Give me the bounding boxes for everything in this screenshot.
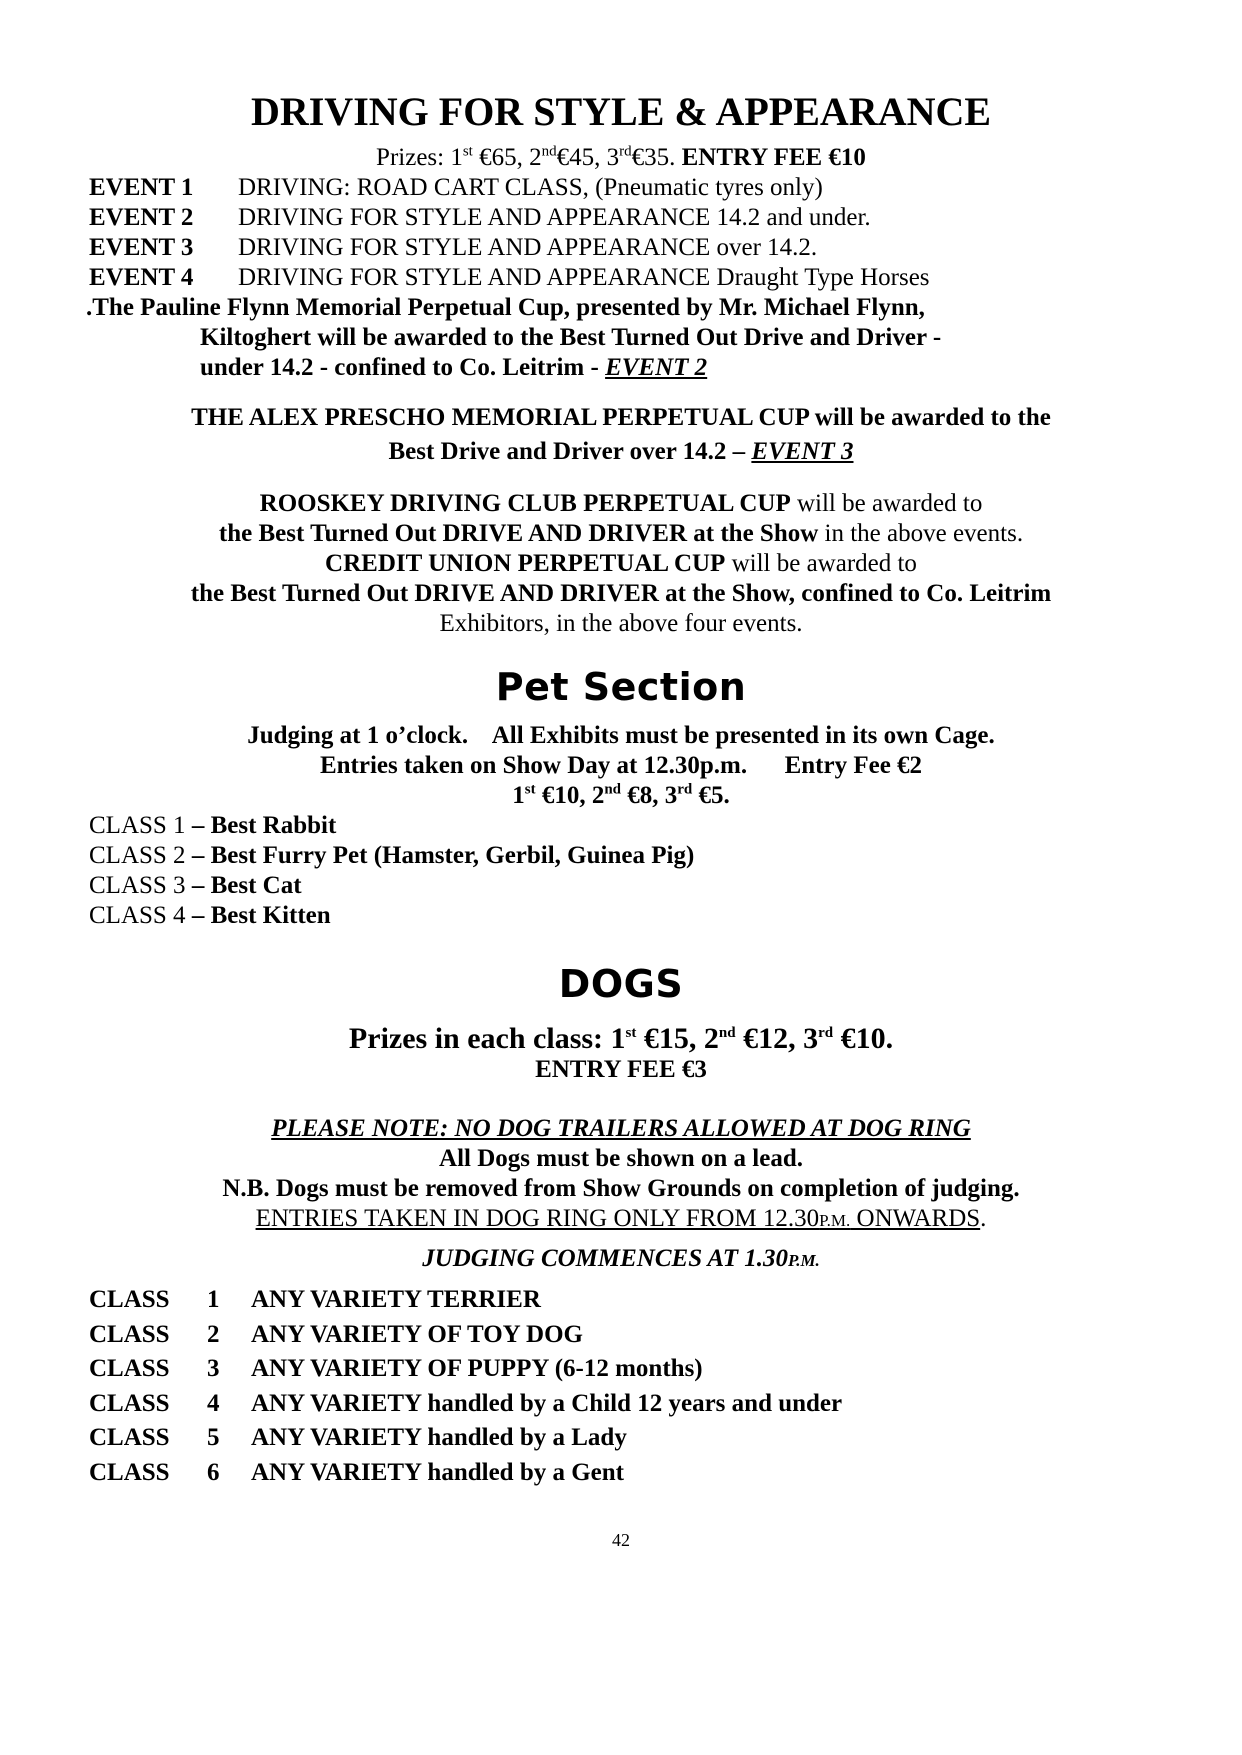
dogs-title: DOGS [558, 962, 684, 1006]
pauline-cup-line1: .The Pauline Flynn Memorial Perpetual Cup, presented by Mr. Michael Flynn, [86, 294, 925, 321]
event-row: EVENT 2 DRIVING FOR STYLE AND APPEARANCE 14.2 and under. [89, 204, 871, 231]
dogs-trailer-note: PLEASE NOTE: NO DOG TRAILERS ALLOWED AT DOG RING [271, 1115, 971, 1142]
rooskey-cup-line2: the Best Turned Out DRIVE AND DRIVER at the Show in the above events. [218, 520, 1024, 547]
dogs-removal-note: N.B. Dogs must be removed from Show Grounds on completion of judging. [222, 1175, 1020, 1202]
pet-class-row: CLASS 1 – Best Rabbit [89, 812, 337, 839]
credit-union-cup-line1: CREDIT UNION PERPETUAL CUP will be awarded to [325, 550, 917, 577]
event-row: EVENT 3 DRIVING FOR STYLE AND APPEARANCE over 14.2. [89, 234, 818, 261]
dogs-entries-note: ENTRIES TAKEN IN DOG RING ONLY FROM 12.30P.M. ONWARDS. [255, 1205, 987, 1232]
rooskey-cup-line1: ROOSKEY DRIVING CLUB PERPETUAL CUP will be awarded to [259, 490, 983, 517]
dogs-prizes: Prizes in each class: 1st €15, 2nd €12, 3rd €10. [348, 1022, 894, 1055]
dog-class-row: CLASS 3 ANY VARIETY OF PUPPY (6-12 months) [89, 1355, 703, 1382]
pet-judging-line: Judging at 1 o’clock. All Exhibits must be presented in its own Cage. [247, 722, 995, 749]
pet-class-row: CLASS 4 – Best Kitten [89, 902, 331, 929]
dog-class-row: CLASS 2 ANY VARIETY OF TOY DOG [89, 1321, 584, 1348]
event-row: EVENT 4 DRIVING FOR STYLE AND APPEARANCE Draught Type Horses [89, 264, 930, 291]
driving-entry-fee: ENTRY FEE €10 [681, 144, 866, 171]
dogs-judging-time: JUDGING COMMENCES AT 1.30P.M. [422, 1245, 820, 1272]
dog-class-row: CLASS 4 ANY VARIETY handled by a Child 12 years and under [89, 1390, 843, 1417]
pet-section-title: Pet Section [495, 665, 747, 709]
driving-title: DRIVING FOR STYLE & APPEARANCE [250, 89, 992, 134]
dog-class-row: CLASS 1 ANY VARIETY TERRIER [89, 1286, 541, 1313]
alex-cup-line1: THE ALEX PRESCHO MEMORIAL PERPETUAL CUP will be awarded to the [191, 404, 1051, 431]
event-2-ref: EVENT 2 [605, 354, 708, 381]
alex-cup-line2: Best Drive and Driver over 14.2 – EVENT 3 [388, 438, 854, 465]
pet-class-row: CLASS 2 – Best Furry Pet (Hamster, Gerbil, Guinea Pig) [89, 842, 695, 869]
pauline-cup-line2: Kiltoghert will be awarded to the Best Turned Out Drive and Driver - [200, 324, 942, 351]
pauline-cup-line3: under 14.2 - confined to Co. Leitrim - EVENT 2 [200, 354, 708, 381]
dogs-entry-fee: ENTRY FEE €3 [535, 1056, 707, 1083]
event-3-ref: EVENT 3 [751, 438, 854, 465]
event-row: EVENT 1 DRIVING: ROAD CART CLASS, (Pneumatic tyres only) [89, 174, 823, 201]
credit-union-cup-line2: the Best Turned Out DRIVE AND DRIVER at the Show, confined to Co. Leitrim [190, 580, 1052, 607]
driving-prizes: Prizes: 1st €65, 2nd€45, 3rd€35. ENTRY FEE €10 [376, 143, 866, 171]
dog-class-row: CLASS 6 ANY VARIETY handled by a Gent [89, 1459, 625, 1486]
pet-class-row: CLASS 3 – Best Cat [89, 872, 302, 899]
credit-union-cup-line3: Exhibitors, in the above four events. [439, 610, 803, 637]
pet-entries-line: Entries taken on Show Day at 12.30p.m. Entry Fee €2 [319, 752, 923, 779]
pet-prizes: 1st €10, 2nd €8, 3rd €5. [512, 781, 730, 809]
dogs-lead-note: All Dogs must be shown on a lead. [439, 1145, 803, 1172]
dog-class-row: CLASS 5 ANY VARIETY handled by a Lady [89, 1424, 627, 1451]
page-number: 42 [612, 1530, 630, 1550]
